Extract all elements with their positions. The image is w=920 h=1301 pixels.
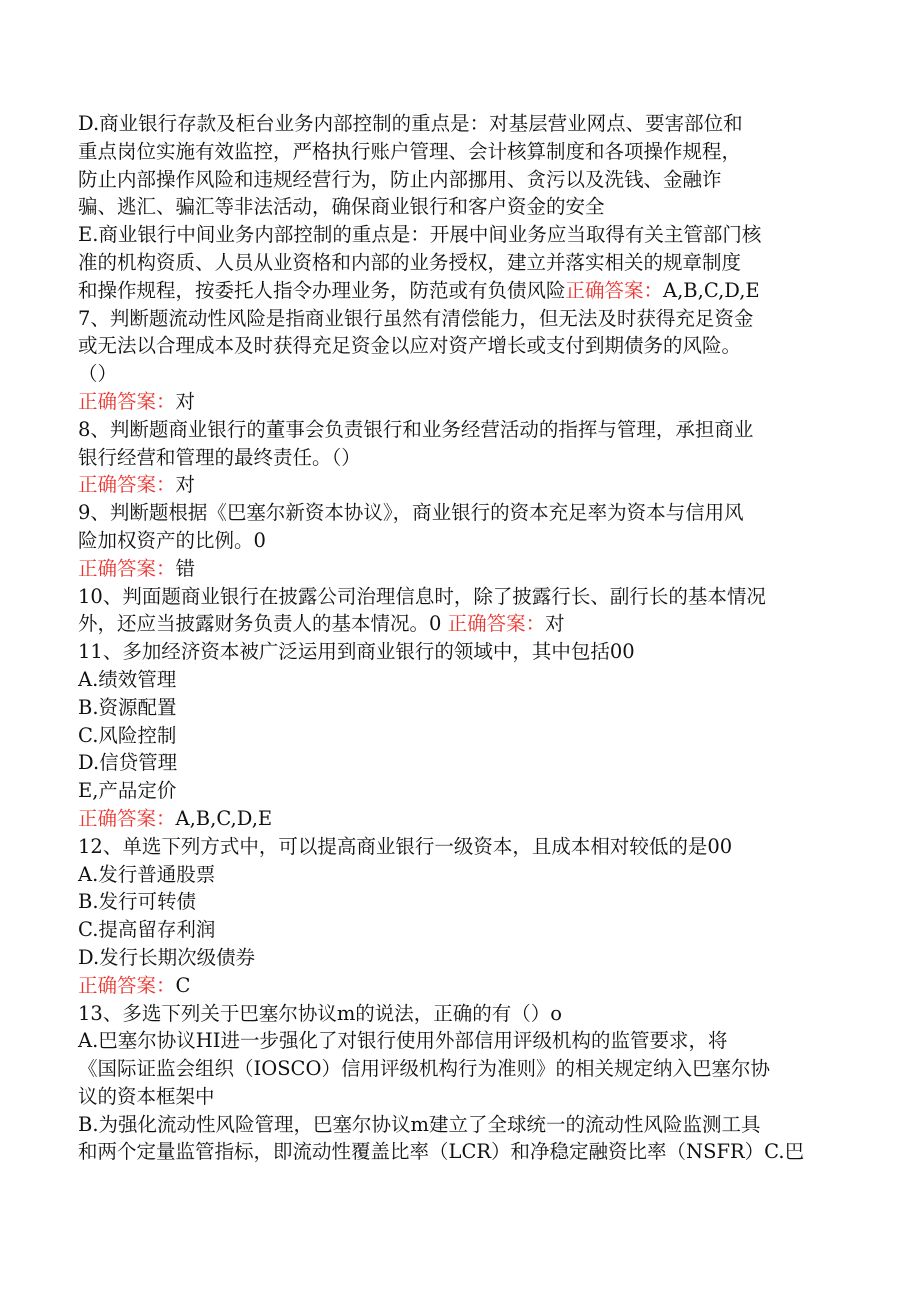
line-text: D.发行长期次级债券 xyxy=(78,945,256,969)
document-page xyxy=(78,110,838,1166)
line-text: 议的资本框架中 xyxy=(78,1084,215,1108)
text-line xyxy=(78,694,838,722)
line-text: 13、多选下列关于巴塞尔协议m的说法，正确的有（）o xyxy=(78,1001,563,1025)
line-text: 或无法以合理成本及时获得充足资金以应对资产增长或支付到期债务的风险。 xyxy=(78,334,742,358)
line-text: 12、单选下列方式中，可以提高商业银行一级资本，且成本相对较低的是00 xyxy=(78,834,733,858)
line-text: A.巴塞尔协议HI进一步强化了对银行使用外部信用评级机构的监管要求，将 xyxy=(78,1029,728,1053)
line-text: 外，还应当披露财务负责人的基本情况。0 xyxy=(78,612,448,636)
text-line xyxy=(78,1111,838,1139)
answer-value: 错 xyxy=(175,556,196,580)
text-line xyxy=(78,1027,838,1055)
answer-value: A,B,C,D,E xyxy=(663,278,760,302)
answer-value: C xyxy=(175,973,191,997)
text-line xyxy=(78,221,838,249)
answer-label: 正确答案： xyxy=(78,389,176,413)
answer-line xyxy=(78,972,838,1000)
line-text: 11、多加经济资本被广泛运用到商业银行的领域中，其中包括00 xyxy=(78,640,635,664)
answer-label: 正确答案： xyxy=(78,473,176,497)
line-text: A.发行普通股票 xyxy=(78,862,216,886)
text-line xyxy=(78,861,838,889)
answer-label: 正确答案： xyxy=(78,806,176,830)
line-text: 10、判面题商业银行在披露公司治理信息时，除了披露行长、副行长的基本情况 xyxy=(78,584,766,608)
text-line xyxy=(78,138,838,166)
answer-value: 对 xyxy=(545,612,565,636)
line-text: B.为强化流动性风险管理，巴塞尔协议m建立了全球统一的流动性风险监测工具 xyxy=(78,1112,761,1136)
answer-line xyxy=(78,805,838,833)
text-line xyxy=(78,1000,838,1028)
line-text: E,产品定价 xyxy=(78,779,177,803)
line-text: B.资源配置 xyxy=(78,695,177,719)
line-text: D.信贷管理 xyxy=(78,751,178,775)
line-text: E.商业银行中间业务内部控制的重点是：开展中间业务应当取得有关主管部门核 xyxy=(78,223,762,247)
text-line xyxy=(78,1138,838,1166)
text-line xyxy=(78,638,838,666)
text-line xyxy=(78,166,838,194)
text-line xyxy=(78,833,838,861)
answer-line xyxy=(78,388,838,416)
line-text: 骗、逃汇、骗汇等非法活动，确保商业银行和客户资金的安全 xyxy=(78,195,605,219)
line-text: 《国际证监会组织（IOSCO）信用评级机构行为准则》的相关规定纳入巴塞尔协 xyxy=(78,1057,770,1081)
line-text: C.风险控制 xyxy=(78,723,177,747)
text-line xyxy=(78,916,838,944)
text-line xyxy=(78,277,838,305)
text-line xyxy=(78,666,838,694)
answer-label: 正确答案： xyxy=(78,556,176,580)
text-line xyxy=(78,527,838,555)
text-line xyxy=(78,610,838,638)
text-line xyxy=(78,416,838,444)
answer-label: 正确答案： xyxy=(447,612,546,636)
line-text: 和两个定量监管指标，即流动性覆盖比率（LCR）和净稳定融资比率（NSFR）C.巴 xyxy=(78,1140,805,1164)
line-text: 重点岗位实施有效监控，严格执行账户管理、会计核算制度和各项操作规程， xyxy=(78,139,742,163)
text-line xyxy=(78,777,838,805)
text-line xyxy=(78,583,838,611)
text-line xyxy=(78,499,838,527)
answer-line xyxy=(78,471,838,499)
line-text: B.发行可转债 xyxy=(78,890,197,914)
answer-value: 对 xyxy=(175,473,196,497)
line-text: C.提高留存利润 xyxy=(78,918,216,942)
text-line xyxy=(78,444,838,472)
text-line xyxy=(78,249,838,277)
text-line xyxy=(78,1055,838,1083)
line-text: 和操作规程，按委托人指令办理业务，防范或有负债风险 xyxy=(78,278,566,302)
text-line xyxy=(78,722,838,750)
text-line xyxy=(78,332,838,360)
line-text: 防止内部操作风险和违规经营行为，防止内部挪用、贪污以及洗钱、金融诈 xyxy=(78,167,722,191)
answer-value: A,B,C,D,E xyxy=(175,806,273,830)
text-line xyxy=(78,749,838,777)
text-line xyxy=(78,1083,838,1111)
line-text: （） xyxy=(78,362,118,386)
text-line xyxy=(78,193,838,221)
line-text: 银行经营和管理的最终责任。（） xyxy=(78,445,361,469)
answer-label: 正确答案： xyxy=(565,278,664,302)
text-line xyxy=(78,360,838,388)
answer-value: 对 xyxy=(175,389,196,413)
line-text: 8、判断题商业银行的董事会负责银行和业务经营活动的指挥与管理，承担商业 xyxy=(78,417,754,441)
answer-line xyxy=(78,555,838,583)
line-text: A.绩效管理 xyxy=(78,667,177,691)
answer-label: 正确答案： xyxy=(78,973,176,997)
line-text: 准的机构资质、人员从业资格和内部的业务授权，建立并落实相关的规章制度 xyxy=(78,250,742,274)
line-text: 7、判断题流动性风险是指商业银行虽然有清偿能力，但无法及时获得充足资金 xyxy=(78,306,754,330)
text-line xyxy=(78,944,838,972)
line-text: 险加权资产的比例。0 xyxy=(78,528,266,552)
line-text: D.商业银行存款及柜台业务内部控制的重点是：对基层营业网点、要害部位和 xyxy=(78,112,743,135)
line-text: 9、判断题根据《巴塞尔新资本协议》，商业银行的资本充足率为资本与信用风 xyxy=(78,501,744,525)
text-line xyxy=(78,305,838,333)
text-line xyxy=(78,110,838,138)
text-line xyxy=(78,888,838,916)
